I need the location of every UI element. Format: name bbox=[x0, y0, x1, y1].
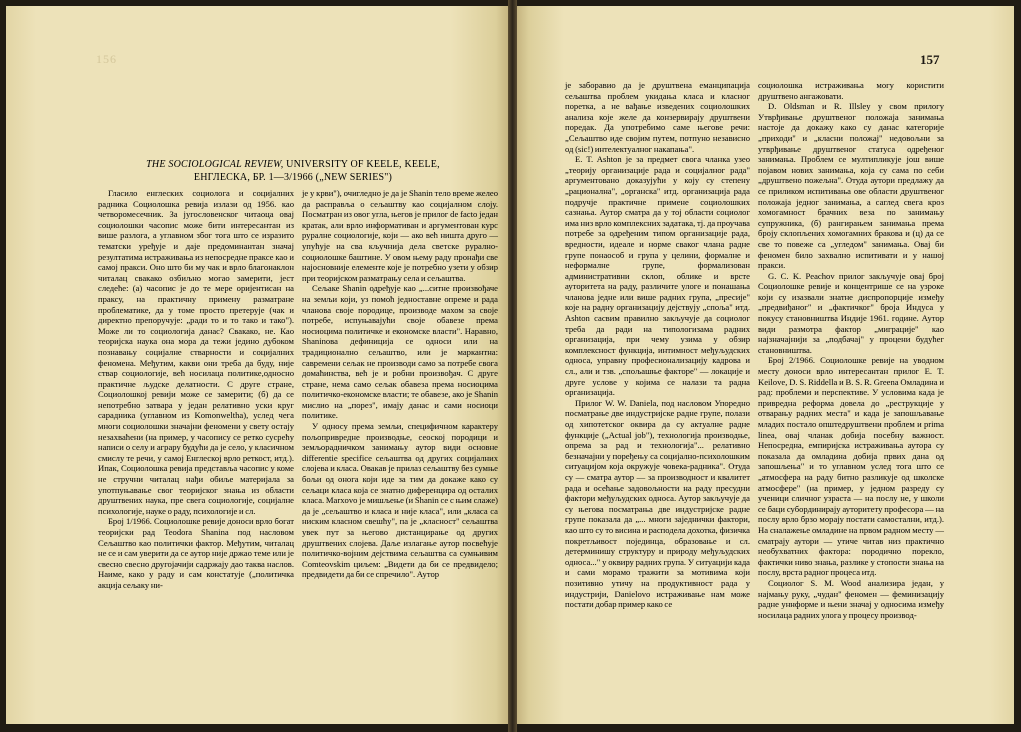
paragraph: Број 1/1966. Социолошке ревије доноси врло богат теоријски рад Teodora Shanina под насловом Сељаштво као политички фактор. Међутим, читалац не се и сам уверити да се аутор није држао теме или је свесно свесно другојачији садржају дао таква наслов. Наиме, како у раду и сам констатује („политичка акција сељаку ни- bbox=[98, 516, 294, 590]
journal-subtitle: UNIVERSITY OF KEELE, KEELE, ЕНГЛЕСКА, БР. 1—3/1966 („NEW SERIES") bbox=[193, 159, 440, 183]
paragraph: У односу према земљи, специфичном карактеру пољопривредне производње, сеоској породици и земљорадничком занимању аутор види основне differentie specifice сељаштва од других социјалних слојева и класа. Овакав је прилаз сељаштву без сумње бољи од онога који иде за тим да докаже како су сељаци класа која се знатно диференцира од осталих класа. Marxovo је мишљење (и Shanin се с њим слаже) да је „сељаштво и класа и није класа", или „класа са ниским класном свешћу", па је „класност" сељаштва увек пут за његово дистанцирање од других друштвених слојева. Даље излагање аутор посвећује политичко-војним дејствима сељаштва са сумњивим Comteovskim циљем: „Видети да би се предвидело; предвидети да би се спречило". Аутор bbox=[302, 421, 498, 580]
column-1 bbox=[98, 188, 294, 708]
review-heading bbox=[128, 158, 458, 184]
paragraph: социолошка истраживања могу користити друштвено ангажовати. bbox=[758, 80, 944, 101]
column-3 bbox=[565, 80, 750, 700]
paragraph: Број 2/1966. Социолошке ревије на уводном месту доноси врло интересантан прилог E. T. Keilove, D. S. Riddella и B. S. R. Greena Омладина и рад: проблеми и перспективе. У условима када је привредна реформа довела до „реструкције у отварању радних места" и када је запошљавање младих постало општедруштвени проблем и prima linea, овај чланак добија посебну важност. Непосредна, емпиријска истраживања аутора су показала да омладина добија првих дана од запошљења" и то углавном услед тога што се „атмосфера на раду битно разликује од школске атмосфере" (на пример, у једном разреду су ученици сличног узраста — на послу не, у школи се баци субординирају ауторитету професора — на послу врло брзо морају постати самостални, итд.). На сналажење омладине на првом радном месту — сматрају аутори — утиче читав низ практично необухватних фактора: породично порекло, фактички ниво знања, разлике у стопости знања на послу, врста радног процеса итд. bbox=[758, 355, 944, 578]
column-4 bbox=[758, 80, 944, 700]
ghost-page-number: 156 bbox=[96, 52, 117, 66]
page-number: 157 bbox=[920, 52, 940, 67]
paragraph: E. T. Ashton је за предмет свога чланка узео „теорију организације рада и социјалног рада" аргументовано доказујући у коју су степену „рационална", „органска" итд. организација рада подручје практичне примене социолошких сазнања. Аутор сматра да у тој области социолог има низ врло комплексних задатака, тј. да проучава потребе за одређеним типом организације рада, вредности, идеале и норме сваког члана радне групе понаособ и група у целини, формалне и неформалне групе, формализован административни склоп, облике и врсте ауторитета на раду, различите улоге и понашања чланова једне или више радних група, „пресије" које на радну организацију дејствују „споља" итд. Ashton сасвим правилно закључује да социолог треба да ради на типологизама радних организација, при чему узима у обзир комплексност функција, интимност међуљудских односа, управну професионализацију кадрова и сл., али и тзв. „спољашње факторе" — локације и друге услове у којима се налази та радна организација. bbox=[565, 154, 750, 398]
paragraph: Сељаке Shanin одређује као „...ситне произвођаче на земљи који, уз помоћ једноставне опреме и рада чланова своје породице, производе махом за своје потребе, испуњавајући своје обавезе према носиоцима политичке и економске власти". Наравно, Shaninова дефиниција се односи или на традиционално сељаштво, или је маркантна: савремени сељак не производи само за потребе свога домаћинства, већ је и робни произвођач. С друге стране, нема само сељак обавеза према носиоцима политичко-економске власти; те обавезе, ако је Shanin мислио на „порез", имају данас и сами носиоци политике. bbox=[302, 283, 498, 421]
paragraph: G. C. K. Peachov прилог закључује овај број Социолошке ревије и концентрише се на узроке који су изазвали знатне диспропорције између „предвиђаног" и „фактичког" броја Индуса у покусу становништва Индије 1961. године. Аутор види размотра фактор „миграције" као најзначајнији за „подбачај" у процени будућег становништва. bbox=[758, 270, 944, 355]
paragraph: је заборавио да је друштвена еманципација сељаштва проблем укидања класа и класног поретка, а не вађање изведених социолошких анализа које желе да конзервирају друштвени поредак. Да употребимо саме његове речи: „Сељаштво иде својим путем, потпуно независно од (sic!) интелектуалног накапања". bbox=[565, 80, 750, 154]
column-2 bbox=[302, 188, 498, 708]
paragraph: је у крви"), очигледно је да је Shanin тело време желео да расправља о сељаштву као социјалном слоју. Посматран из овог угла, његов је прилог de facto један кратак, али врло информативан и аргументован курс руралне социологије, који — ако већ ништа друго — упућује на сва кључнија дела светске рурално-социолошке баштине. У овом њему раду пронађи све најосновније елементе које је потребно узети у обзир при теоријском разматрању села и сељаштва. bbox=[302, 188, 498, 283]
paragraph: Прилог W. W. Daniela, под насловом Упоредно посматрање две индустријске радне групе, полази од хипотетског оквира да су актуалне радне функције („Actual job"), технологија производње, опрема за рад и технологија"... релативно безначајни у поређењу са социјално-психолошким ситуацијом која окружује човека-радника". Отуда су — сматра аутор — за производност и квалитет рада и осећање задовољности на раду пресудни фактори међуљудских односа. Аутор закључује да су његова посматрања две индустријске радне групе показала да „... многи заједнички фактори, као што су то висина и расподела дохотка, физичка покретљивост појединца, образовање и сл. детерминишу структуру и природу међуљудских односа..." у оквиру радних група. У ситуацији када и сами морамо тражити за мотивима који позитивно утичу на продуктивност рада у индустрији, Danielovo истраживање нам може постати добар пример како се bbox=[565, 397, 750, 610]
paragraph: D. Oldsman и R. Illsley у свом прилогу Утврђивање друштвеног положаја занимања настоје да докажу како су данас категорије „приходи" и „класни положај" недовољни за утврђивање друштвеног статуса одређеног занимања. Проблем се мултипликује још више појавом нових занимања, која су сама по себи „друштвено пожељна". Отуда аутори предлажу да се приликом испитивања ове области друштвеног положаја једног занимања, а саглед свега крoз хомогамност брачних веза по занимању супружника, (б) рангирањем занимања према броју склопљених хомогамних бракова и (ц) да се све то повеже са „угледом" занимања. Овај би феномен било захвално испитивати и у нашој пракси. bbox=[758, 101, 944, 271]
paragraph: Гласило енглеских социолога и социјалних радника Социолошка ревија излази од 1956. као четворомесечник. За југословенског читаоца овај социолошки часопис може бити интересантан из више разлога, а углавном због тога што се изразито тематски уређује и даје предоминантан значај резултатима истраживања из непосредне праксе као и самој пракси. Оно што би му чак и врло благонаклон читалац свакако озбиљно могао замерити, јест следеће: (а) часопис је до те мере оријентисан на праксу, на практичну примену разматране проблематике, да у томе просто претерује (чак и директно препоручује: „ради то и то тако и тако"). Може ли то социологија данас? Свакако, не. Као теоријска наука она мора да тежи једино дубоком познавању социјалне стварности и социјалних феномена. Међутим, какви они треба да буду, није ствар социологије, већ носилаца политике,односно практичне људске делатности. С друге стране, Социолошкој ревији може се замерити; (б) да се непотребно затвара у један релативно уски круг сарадника (углавном из Komonweltha), услед чега многи социолошки значајни феномени у свету остају незахваћени (на пример, у часопису се ретко сусрећу написи о селу и аграру будући да је село, у класичном смислу те речи, у самој Енглеској врло реткост, итд.). Ипак, Социолошка ревија представља часопис у коме не стручни читалац нађи обиље материјала за употпуњавање свог теоријског знања из области друштвених наука, пре свега социологије, социјалне психологије, науке о раду, психологије и сл. bbox=[98, 188, 294, 516]
paragraph: Социолог S. M. Wood анализира један, у најмању руку, „чудан" феномен — феминизацију радне уннформе и њени значај у односима између носилаца радних улога у процесу производ- bbox=[758, 577, 944, 620]
journal-title: THE SOCIOLOGICAL REVIEW, bbox=[146, 159, 284, 170]
book-gutter bbox=[508, 0, 517, 732]
